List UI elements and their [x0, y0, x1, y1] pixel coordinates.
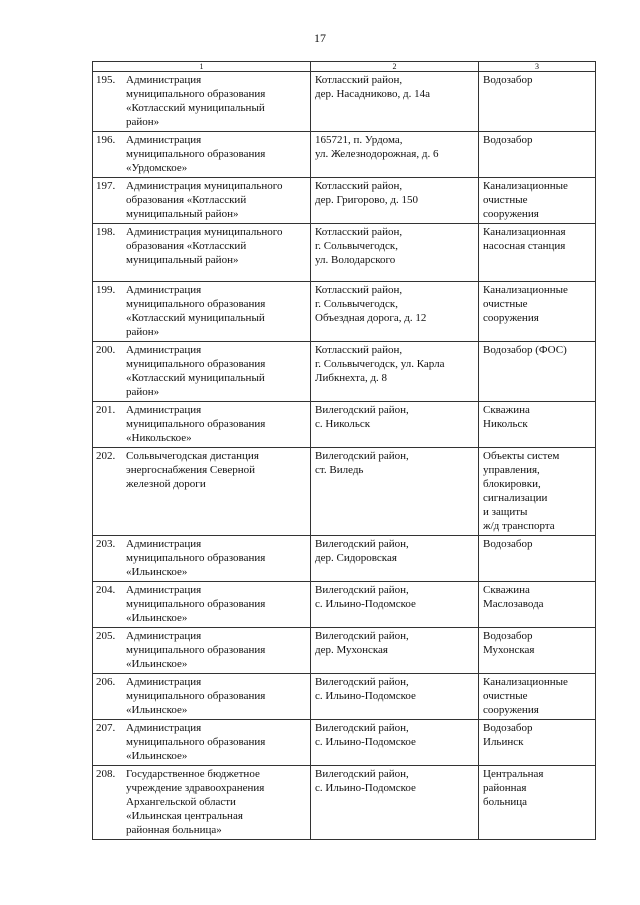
object-name-line: Канализационные	[483, 180, 568, 192]
object-name-line: Никольск	[483, 418, 528, 430]
column-header-2: 2	[311, 62, 479, 72]
organization-name-line: муниципальный район»	[126, 208, 239, 220]
address-line: с. Ильино-Подомское	[315, 736, 416, 748]
address-line: Вилегодский район,	[315, 538, 409, 550]
organization-cell	[93, 342, 311, 402]
address-line: г. Сольвычегодск,	[315, 240, 398, 252]
object-name-line: управления,	[483, 464, 540, 476]
row-number: 200.	[96, 344, 116, 356]
object-cell	[479, 132, 596, 178]
organization-name-line: железной дороги	[126, 478, 206, 490]
column-header-3: 3	[479, 62, 596, 72]
address-line: дер. Мухонская	[315, 644, 388, 656]
organization-name-line: Государственное бюджетное	[126, 768, 260, 780]
organization-name-line: Администрация	[126, 344, 202, 356]
organization-name-line: Администрация	[126, 630, 202, 642]
organization-name-line: муниципального образования	[126, 418, 266, 430]
organization-name-line: образования «Котласский	[126, 240, 247, 252]
table-row	[93, 628, 596, 674]
table-row	[93, 132, 596, 178]
organization-name-line: Администрация	[126, 74, 202, 86]
object-cell	[479, 536, 596, 582]
organization-name-line: «Котласский муниципальный	[126, 372, 265, 384]
address-line: ст. Виледь	[315, 464, 364, 476]
organization-name-line: муниципального образования	[126, 552, 266, 564]
object-name-line: Скважина	[483, 584, 530, 596]
row-number: 204.	[96, 584, 116, 596]
object-name-line: очистные	[483, 194, 528, 206]
object-name-line: ж/д транспорта	[483, 520, 555, 532]
object-name-line: Канализационная	[483, 226, 566, 238]
object-cell	[479, 402, 596, 448]
table-row	[93, 766, 596, 840]
address-line: Котласский район,	[315, 284, 403, 296]
row-number: 206.	[96, 676, 116, 688]
object-name-line: Ильинск	[483, 736, 524, 748]
object-name-line: Мухонская	[483, 644, 535, 656]
organization-name-line: муниципального образования	[126, 88, 266, 100]
table-row	[93, 72, 596, 132]
object-cell	[479, 342, 596, 402]
address-cell	[311, 536, 479, 582]
row-number: 205.	[96, 630, 116, 642]
organization-name-line: Архангельской области	[126, 796, 236, 808]
object-cell	[479, 628, 596, 674]
address-line: с. Ильино-Подомское	[315, 690, 416, 702]
address-line: 165721, п. Урдома,	[315, 134, 403, 146]
address-line: Котласский район,	[315, 226, 403, 238]
address-line: Объездная дорога, д. 12	[315, 312, 427, 324]
table-row	[93, 582, 596, 628]
organization-name-line: «Урдомское»	[126, 162, 188, 174]
table-row	[93, 402, 596, 448]
object-name-line: Канализационные	[483, 284, 568, 296]
address-line: Котласский район,	[315, 180, 403, 192]
organization-cell	[93, 282, 311, 342]
object-cell	[479, 448, 596, 536]
object-cell	[479, 674, 596, 720]
object-name-line: сигнализации	[483, 492, 548, 504]
address-cell	[311, 766, 479, 840]
row-number: 203.	[96, 538, 116, 550]
object-name-line: Канализационные	[483, 676, 568, 688]
object-cell	[479, 720, 596, 766]
organization-cell	[93, 448, 311, 536]
row-number: 195.	[96, 74, 116, 86]
table-row	[93, 720, 596, 766]
address-cell	[311, 72, 479, 132]
table-row	[93, 448, 596, 536]
page-number: 17	[314, 31, 326, 45]
table-row	[93, 224, 596, 282]
row-number: 199.	[96, 284, 116, 296]
organization-name-line: Администрация	[126, 676, 202, 688]
organization-name-line: «Котласский муниципальный	[126, 312, 265, 324]
address-line: Котласский район,	[315, 344, 403, 356]
object-name-line: очистные	[483, 298, 528, 310]
object-cell	[479, 766, 596, 840]
organization-name-line: Администрация	[126, 722, 202, 734]
address-cell	[311, 132, 479, 178]
object-cell	[479, 582, 596, 628]
object-name-line: Водозабор	[483, 722, 533, 734]
address-line: г. Сольвычегодск, ул. Карла	[315, 358, 445, 370]
organization-name-line: Администрация	[126, 284, 202, 296]
organization-cell	[93, 132, 311, 178]
address-cell	[311, 448, 479, 536]
organization-name-line: «Котласский муниципальный	[126, 102, 265, 114]
address-cell	[311, 282, 479, 342]
object-name-line: Маслозавода	[483, 598, 544, 610]
object-cell	[479, 178, 596, 224]
address-line: Котласский район,	[315, 74, 403, 86]
organization-name-line: учреждение здравоохранения	[126, 782, 265, 794]
organization-name-line: образования «Котласский	[126, 194, 247, 206]
organization-name-line: муниципального образования	[126, 644, 266, 656]
object-name-line: сооружения	[483, 312, 539, 324]
object-name-line: районная	[483, 782, 527, 794]
address-line: Вилегодский район,	[315, 450, 409, 462]
organization-name-line: муниципального образования	[126, 358, 266, 370]
table-row	[93, 342, 596, 402]
address-line: с. Ильино-Подомское	[315, 782, 416, 794]
row-number: 201.	[96, 404, 116, 416]
object-name-line: Водозабор	[483, 630, 533, 642]
organization-name-line: муниципального образования	[126, 298, 266, 310]
address-line: дер. Сидоровская	[315, 552, 397, 564]
organization-name-line: муниципального образования	[126, 598, 266, 610]
address-line: ул. Володарского	[315, 254, 396, 266]
object-name-line: сооружения	[483, 208, 539, 220]
column-header-1: 1	[93, 62, 311, 72]
organization-name-line: Администрация	[126, 134, 202, 146]
organization-name-line: район»	[126, 326, 160, 338]
organization-name-line: Сольвычегодская дистанция	[126, 450, 259, 462]
address-line: Вилегодский район,	[315, 768, 409, 780]
object-name-line: Скважина	[483, 404, 530, 416]
table-row	[93, 282, 596, 342]
address-cell	[311, 224, 479, 282]
address-line: Вилегодский район,	[315, 404, 409, 416]
object-name-line: Водозабор	[483, 74, 533, 86]
objects-table	[92, 61, 596, 840]
organization-name-line: «Ильинское»	[126, 612, 188, 624]
object-name-line: и защиты	[483, 506, 528, 518]
row-number: 198.	[96, 226, 116, 238]
object-name-line: Водозабор	[483, 538, 533, 550]
object-name-line: Водозабор (ФОС)	[483, 344, 567, 356]
address-cell	[311, 720, 479, 766]
organization-cell	[93, 402, 311, 448]
organization-name-line: район»	[126, 116, 160, 128]
table-body	[93, 72, 596, 840]
organization-name-line: «Никольское»	[126, 432, 192, 444]
organization-name-line: районная больница»	[126, 824, 222, 836]
table-row	[93, 178, 596, 224]
organization-name-line: район»	[126, 386, 160, 398]
organization-cell	[93, 536, 311, 582]
organization-cell	[93, 766, 311, 840]
object-name-line: Водозабор	[483, 134, 533, 146]
organization-cell	[93, 582, 311, 628]
object-name-line: насосная станция	[483, 240, 566, 252]
address-line: с. Никольск	[315, 418, 371, 430]
object-cell	[479, 282, 596, 342]
address-line: Либкнехта, д. 8	[315, 372, 388, 384]
object-name-line: очистные	[483, 690, 528, 702]
object-name-line: сооружения	[483, 704, 539, 716]
address-line: с. Ильино-Подомское	[315, 598, 416, 610]
object-cell	[479, 224, 596, 282]
organization-cell	[93, 720, 311, 766]
row-number: 208.	[96, 768, 116, 780]
address-cell	[311, 674, 479, 720]
organization-name-line: Администрация	[126, 584, 202, 596]
organization-cell	[93, 72, 311, 132]
table-header-row	[93, 62, 596, 72]
organization-name-line: энергоснабжения Северной	[126, 464, 256, 476]
organization-name-line: «Ильинское»	[126, 566, 188, 578]
address-cell	[311, 402, 479, 448]
address-line: Вилегодский район,	[315, 630, 409, 642]
address-cell	[311, 628, 479, 674]
row-number: 196.	[96, 134, 116, 146]
organization-name-line: «Ильинское»	[126, 750, 188, 762]
organization-cell	[93, 674, 311, 720]
organization-name-line: муниципального образования	[126, 690, 266, 702]
organization-name-line: «Ильинское»	[126, 704, 188, 716]
address-line: г. Сольвычегодск,	[315, 298, 398, 310]
table-row	[93, 536, 596, 582]
organization-name-line: муниципального образования	[126, 148, 266, 160]
row-number: 207.	[96, 722, 116, 734]
address-line: дер. Григорово, д. 150	[315, 194, 418, 206]
organization-name-line: муниципальный район»	[126, 254, 239, 266]
address-cell	[311, 582, 479, 628]
address-cell	[311, 342, 479, 402]
address-line: дер. Насадниково, д. 14а	[315, 88, 430, 100]
organization-name-line: «Ильинская центральная	[126, 810, 243, 822]
organization-name-line: Администрация	[126, 538, 202, 550]
row-number: 202.	[96, 450, 116, 462]
organization-name-line: Администрация муниципального	[126, 226, 283, 238]
organization-name-line: Администрация муниципального	[126, 180, 283, 192]
address-cell	[311, 178, 479, 224]
organization-cell	[93, 224, 311, 282]
organization-cell	[93, 628, 311, 674]
organization-name-line: Администрация	[126, 404, 202, 416]
organization-name-line: муниципального образования	[126, 736, 266, 748]
table-row	[93, 674, 596, 720]
row-number: 197.	[96, 180, 116, 192]
object-name-line: больница	[483, 796, 527, 808]
organization-cell	[93, 178, 311, 224]
object-cell	[479, 72, 596, 132]
address-line: Вилегодский район,	[315, 676, 409, 688]
organization-name-line: «Ильинское»	[126, 658, 188, 670]
address-line: Вилегодский район,	[315, 584, 409, 596]
object-name-line: блокировки,	[483, 478, 541, 490]
address-line: Вилегодский район,	[315, 722, 409, 734]
object-name-line: Объекты систем	[483, 450, 560, 462]
object-name-line: Центральная	[483, 768, 544, 780]
address-line: ул. Железнодорожная, д. 6	[315, 148, 439, 160]
